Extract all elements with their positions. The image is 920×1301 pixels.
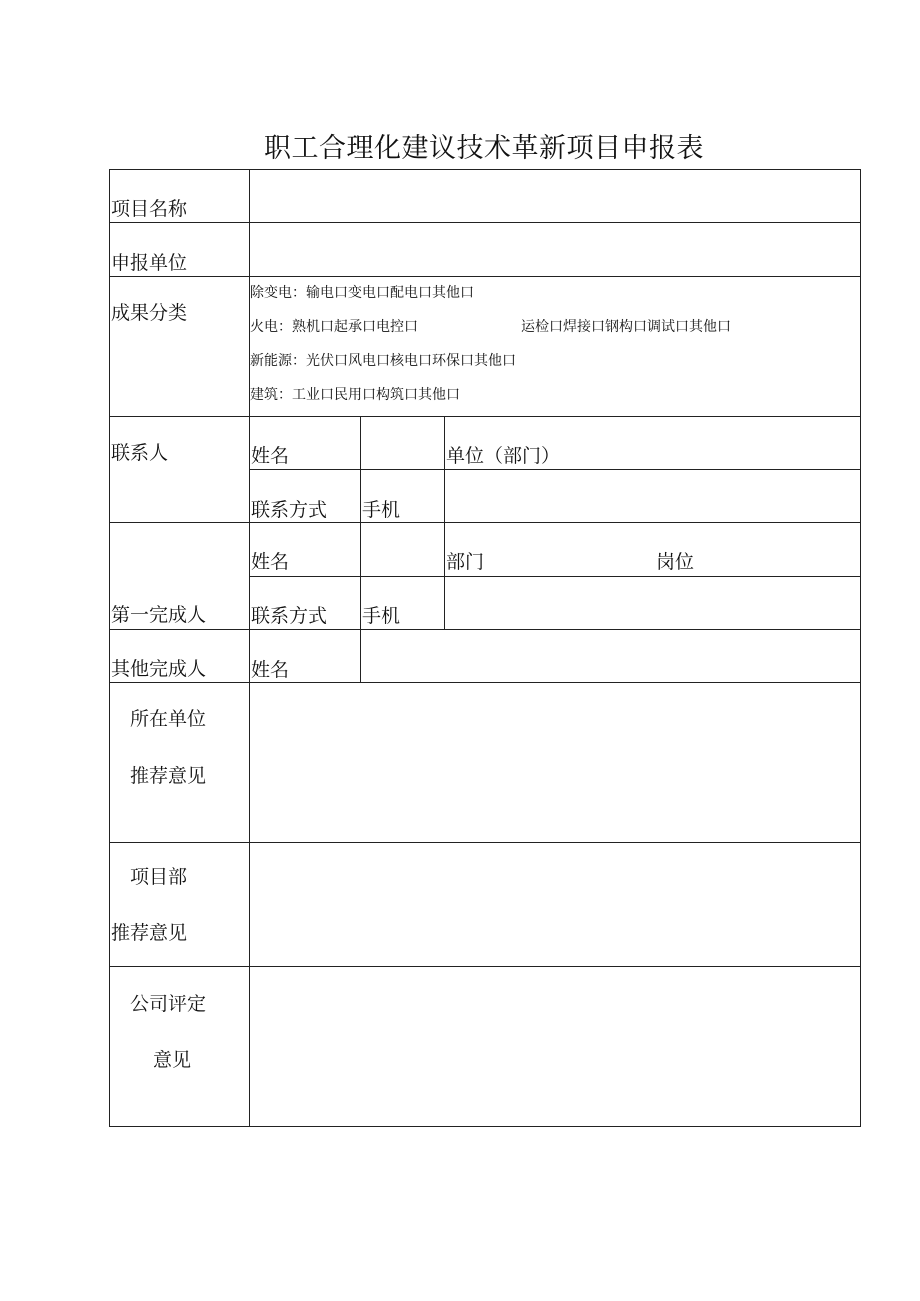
category-thermal-b: 运检口焊接口钢构口调试口其他口 <box>521 319 731 335</box>
contact-unit-dept-label: 单位（部门） <box>446 445 561 467</box>
applicant-unit-field[interactable] <box>250 223 860 276</box>
others-name-label: 姓名 <box>251 659 290 681</box>
grid-line <box>109 169 110 1127</box>
label-company-opinion-1: 公司评定 <box>130 993 207 1015</box>
contact-unit-field[interactable] <box>580 417 860 469</box>
contact-mobile-field[interactable] <box>445 470 860 522</box>
others-name-field[interactable] <box>361 630 860 682</box>
contact-method-label: 联系方式 <box>251 499 328 521</box>
label-first-completer: 第一完成人 <box>111 604 207 626</box>
label-dept-opinion-2: 推荐意见 <box>111 922 188 944</box>
label-project-name: 项目名称 <box>111 198 188 220</box>
label-other-completers: 其他完成人 <box>111 658 207 680</box>
label-dept-opinion-1: 项目部 <box>130 866 188 888</box>
form-title: 职工合理化建议技术革新项目申报表 <box>264 133 704 164</box>
label-unit-opinion-1: 所在单位 <box>130 708 207 730</box>
label-category: 成果分类 <box>111 302 188 324</box>
label-contact-person: 联系人 <box>111 442 169 464</box>
first-name-label: 姓名 <box>251 551 290 573</box>
project-name-field[interactable] <box>250 170 860 222</box>
first-dept-label: 部门 <box>446 551 485 573</box>
dept-opinion-field[interactable] <box>250 843 860 966</box>
first-contact-method-label: 联系方式 <box>251 605 328 627</box>
contact-name-field[interactable] <box>361 417 444 469</box>
category-thermal-a: 火电：熟机口起承口电控口 <box>250 319 418 335</box>
grid-line <box>109 522 861 523</box>
category-construction: 建筑：工业口民用口构筑口其他口 <box>250 387 460 403</box>
grid-line <box>109 1126 861 1127</box>
label-unit-opinion-2: 推荐意见 <box>130 765 207 787</box>
company-opinion-field[interactable] <box>250 967 860 1126</box>
grid-line <box>860 169 861 1127</box>
first-mobile-field[interactable] <box>445 577 860 629</box>
contact-mobile-label: 手机 <box>362 499 401 521</box>
category-substation: 除变电：输电口变电口配电口其他口 <box>250 285 474 301</box>
label-applicant-unit: 申报单位 <box>111 252 188 274</box>
category-new-energy: 新能源：光伏口风电口核电口环保口其他口 <box>250 353 516 369</box>
unit-opinion-field[interactable] <box>250 683 860 842</box>
first-post-label: 岗位 <box>656 551 695 573</box>
label-company-opinion-2: 意见 <box>153 1049 192 1071</box>
first-mobile-label: 手机 <box>362 605 401 627</box>
grid-line <box>109 276 861 277</box>
first-name-field[interactable] <box>361 523 444 576</box>
contact-name-label: 姓名 <box>251 445 290 467</box>
